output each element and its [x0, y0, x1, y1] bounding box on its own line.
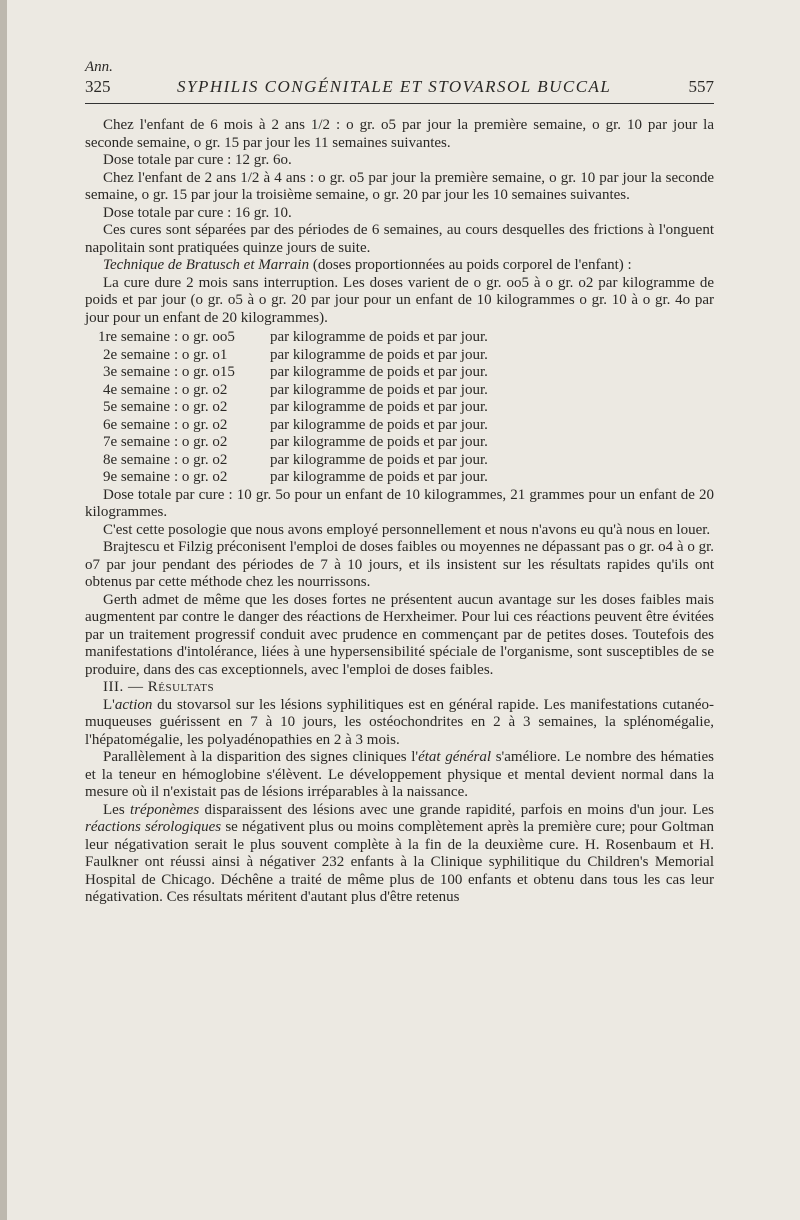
dose-week: 8e semaine: [102, 451, 170, 468]
dose-text: par kilogramme de poids et par jour.: [270, 329, 488, 345]
dose-week: 5e semaine: [102, 399, 170, 415]
book-spine-edge: [0, 0, 7, 1220]
paragraph: Dose totale par cure : 10 gr. 5o pour un enfant de 10 kilogrammes, 21 grammes pour un enfant de 20 kilogrammes.: [85, 486, 714, 520]
italic-run: état général: [418, 749, 492, 765]
paragraph: Ces cures sont séparées par des périodes de 6 semaines, au cours desquelles des frictions à l'onguent napolitain sont pratiquées quinze jours de suite.: [85, 222, 714, 256]
italic-run: réactions sérologiques: [85, 819, 222, 835]
dose-row: [85, 434, 714, 452]
header-left-number: 325: [85, 77, 111, 96]
technique-italic: Technique de Bratusch et Marrain: [103, 257, 310, 273]
dose-text: par kilogramme de poids et par jour.: [270, 434, 488, 450]
dose-text: par kilogramme de poids et par jour.: [270, 469, 488, 485]
paragraph: Dose totale par cure : 12 gr. 6o.: [103, 152, 292, 168]
dose-row: [85, 364, 714, 382]
dose-row: [85, 452, 714, 470]
paragraph: [85, 749, 714, 802]
header-title: SYPHILIS CONGÉNITALE ET STOVARSOL BUCCAL: [177, 77, 612, 96]
dose-amount: : o gr. o2: [174, 416, 228, 433]
paragraph: Chez l'enfant de 6 mois à 2 ans 1/2 : o gr. o5 par jour la première semaine, o gr. 10 par jour la seconde semaine, o gr. 15 par jour les 11 semaines suivantes.: [85, 117, 714, 151]
dose-text: par kilogramme de poids et par jour.: [270, 451, 488, 468]
dose-text: par kilogramme de poids et par jour.: [270, 364, 488, 380]
dose-amount: : o gr. o2: [174, 434, 228, 450]
dose-amount: : o gr. o2: [174, 469, 228, 485]
dose-week: 9e semaine: [102, 469, 170, 485]
technique-rest: (doses proportionnées au poids corporel de l'enfant) :: [309, 257, 632, 273]
dose-row: [85, 417, 714, 435]
text-run: L': [103, 696, 115, 713]
dose-amount: : o gr. oo5: [174, 329, 235, 345]
paragraph: Gerth admet de même que les doses fortes ne présentent aucun avantage sur les doses faibles mais augmentent par contre le danger des réactions de Herxheimer. Pour lui ces réactions peuvent être évitées par un traitement progressif conduit avec prudence en commençant par de petites doses. Toutefois des manifestations d'intolérance, liées à une hypersensibilité spéciale de l'organisme, sont susceptibles de se produire, dans des cas exceptionnels, avec l'emploi de doses faibles.: [85, 591, 714, 678]
dose-row: [85, 399, 714, 417]
dose-amount: : o gr. o1: [174, 346, 228, 363]
dose-text: par kilogramme de poids et par jour.: [270, 416, 488, 433]
dose-amount: : o gr. o2: [174, 451, 228, 468]
paragraph: Brajtescu et Filzig préconisent l'emploi de doses faibles ou moyennes ne dépassant pas o gr. o4 à o gr. o7 par jour pendant des périodes de 7 à 10 jours, et ils insistent sur les résultats rapides qu'ils ont obtenus par cette méthode chez les nourrissons.: [85, 539, 714, 590]
text-run: Parallèlement à la disparition des signes cliniques l': [103, 749, 419, 765]
italic-run: action: [114, 696, 153, 713]
dose-row: [85, 329, 714, 347]
paragraph: [85, 802, 714, 907]
page-number: 557: [688, 77, 714, 96]
dose-row: [85, 382, 714, 400]
text-run: du stovarsol sur les lésions syphilitiques est en général rapide. Les manifestations cutanéo-muqueuses guérissent en 7 à 10 jours, les ostéochondrites en 2 à 3 semaines, la splénomégalie, l'hépatomégalie, les polyadénopathies en 2 à 3 mois.: [85, 696, 714, 748]
dose-schedule: [85, 329, 714, 487]
body-text: [85, 117, 714, 907]
section-heading: [85, 679, 714, 697]
section-number: III. —: [103, 679, 148, 695]
dose-amount: : o gr. o15: [174, 364, 235, 380]
paragraph: Chez l'enfant de 2 ans 1/2 à 4 ans : o gr. o5 par jour la première semaine, o gr. 10 par jour la seconde semaine, o gr. 15 par jour la troisième semaine, o gr. 20 par jour les 10 semaines suivantes.: [85, 169, 714, 203]
text-run: s'améliore. Le nombre des hématies et la teneur en hémoglobine s'élèvent. Le développement physique et mental devient normal dans la mesure où il n'existait pas de lésions irréparables à la naissance.: [85, 749, 714, 800]
dose-week: 1re semaine: [97, 329, 170, 345]
margin-note: Ann.: [85, 59, 113, 75]
paragraph: C'est cette posologie que nous avons employé personnellement et nous n'avons eu qu'à nous en louer.: [103, 521, 711, 538]
dose-week: 2e semaine: [102, 346, 170, 363]
text-run: disparaissent des lésions avec une grande rapidité, parfois en moins d'un jour. Les: [199, 801, 714, 818]
section-title: Résultats: [147, 679, 215, 695]
dose-amount: : o gr. o2: [174, 381, 228, 398]
paragraph: La cure dure 2 mois sans interruption. Les doses varient de o gr. oo5 à o gr. o2 par kilogramme de poids et par jour (o gr. o5 à o gr. 20 par jour pour un enfant de 10 kilogrammes o gr. 10 à o gr. 4o par jour pour un enfant de 20 kilogrammes).: [85, 274, 714, 326]
dose-amount: : o gr. o2: [174, 399, 228, 415]
text-run: Les: [103, 801, 131, 818]
dose-week: 6e semaine: [102, 416, 170, 433]
italic-run: tréponèmes: [130, 801, 200, 818]
dose-text: par kilogramme de poids et par jour.: [270, 381, 488, 398]
header-rule: [85, 103, 714, 104]
dose-row: [85, 347, 714, 365]
dose-text: par kilogramme de poids et par jour.: [270, 346, 488, 363]
technique-heading: [85, 257, 714, 275]
dose-week: 3e semaine: [102, 364, 170, 380]
dose-text: par kilogramme de poids et par jour.: [270, 399, 488, 415]
dose-week: 4e semaine: [102, 381, 170, 398]
dose-row: [85, 469, 714, 487]
dose-week: 7e semaine: [102, 434, 170, 450]
paragraph: [85, 697, 714, 750]
text-run: se négativent plus ou moins complètement après la première cure; pour Goltman leur négativation serait le plus souvent complète à la fin de la deuxième cure. H. Rosenbaum et H. Faulkner ont réussi ainsi à négativer 232 enfants à la Clinique syphilitique du Children's Memorial Hospital de Chicago. Déchêne a traité de même plus de 100 enfants et obtenu dans tous les cas leur négativation. Ces résultats méritent d'autant plus d'être retenus: [85, 819, 714, 905]
running-header: [85, 77, 714, 101]
paragraph: Dose totale par cure : 16 gr. 10.: [103, 204, 292, 221]
